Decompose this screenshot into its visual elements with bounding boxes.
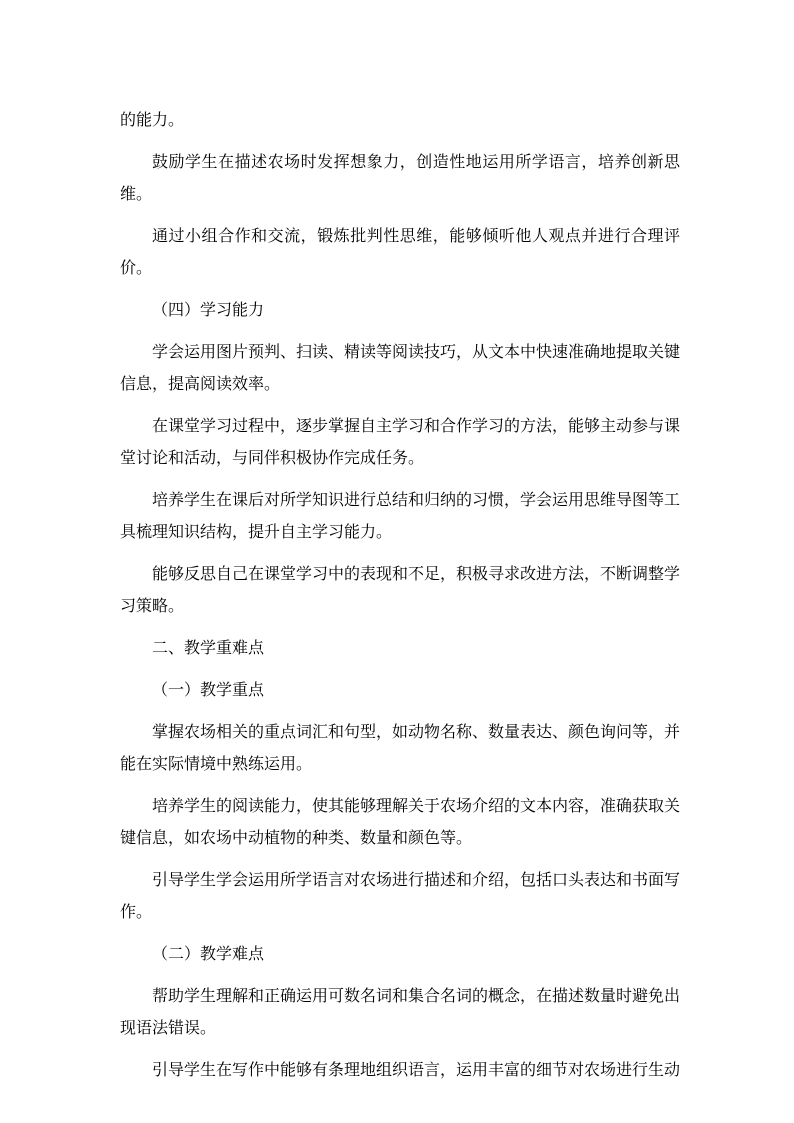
heading-key-difficult-points: 二、教学重难点 bbox=[152, 638, 265, 657]
paragraph-reading-skills: 学会运用图片预判、扫读、精读等阅读技巧，从文本中快速准确地提取关键信息，提高阅读效率。 bbox=[120, 342, 681, 393]
paragraph-summary-habit: 培养学生在课后对所学知识进行总结和归纳的习惯，学会运用思维导图等工具梳理知识结构，提升自主学习能力。 bbox=[120, 490, 681, 541]
document-page bbox=[120, 104, 680, 1086]
subheading-difficult-points: （二）教学难点 bbox=[152, 944, 265, 963]
paragraph-creativity: 鼓励学生在描述农场时发挥想象力，创造性地运用所学语言，培养创新思维。 bbox=[120, 152, 680, 203]
paragraph-writing: 引导学生在写作中能够有条理地组织语言，运用丰富的细节对农场进行生动 bbox=[152, 1060, 681, 1079]
paragraph-continuation: 的能力。 bbox=[120, 110, 185, 129]
paragraph-nouns: 帮助学生理解和正确运用可数名词和集合名词的概念，在描述数量时避免出现语法错误。 bbox=[120, 986, 681, 1037]
paragraph-classroom-learning: 在课堂学习过程中，逐步掌握自主学习和合作学习的方法，能够主动参与课堂讨论和活动，与同伴积极协作完成任务。 bbox=[120, 416, 681, 467]
paragraph-critical-thinking: 通过小组合作和交流，锻炼批判性思维，能够倾听他人观点并进行合理评价。 bbox=[120, 226, 680, 277]
paragraph-reading-ability: 培养学生的阅读能力，使其能够理解关于农场介绍的文本内容，准确获取关键信息，如农场中动植物的种类、数量和颜色等。 bbox=[120, 796, 681, 847]
paragraph-describe-farm: 引导学生学会运用所学语言对农场进行描述和介绍，包括口头表达和书面写作。 bbox=[120, 870, 681, 921]
paragraph-vocabulary: 掌握农场相关的重点词汇和句型，如动物名称、数量表达、颜色询问等，并能在实际情境中熟练运用。 bbox=[120, 722, 681, 773]
subheading-key-points: （一）教学重点 bbox=[152, 680, 265, 699]
paragraph-reflection: 能够反思自己在课堂学习中的表现和不足，积极寻求改进方法，不断调整学习策略。 bbox=[120, 564, 681, 615]
subheading-learning-ability: （四）学习能力 bbox=[152, 300, 265, 319]
